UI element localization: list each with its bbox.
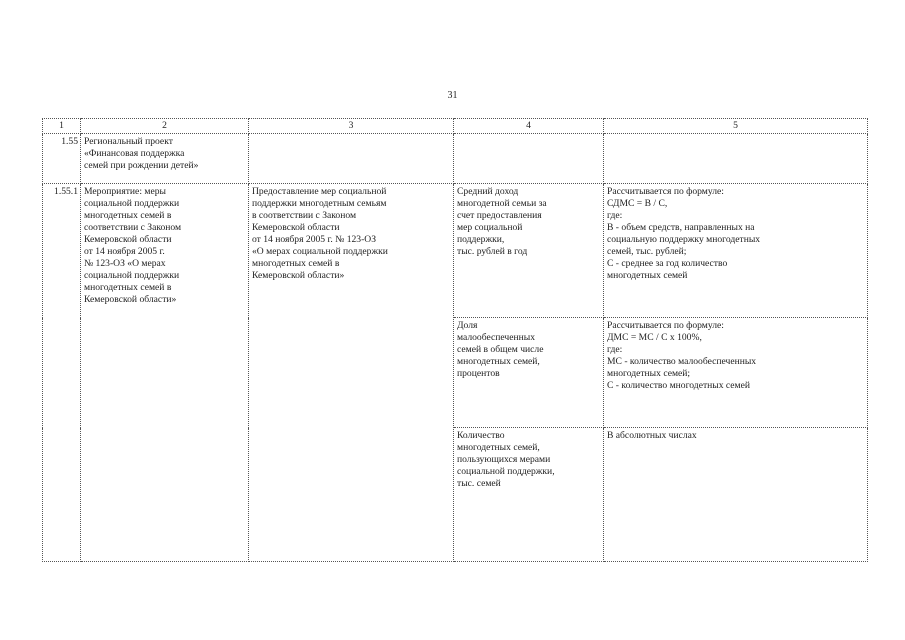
measure-description-cell: Предоставление мер социальной поддержки многодетным семьям в соответствии с Законом Кемеровской области от 14 ноября 2005 г. № 123-ОЗ «О мерах социальной поддержки многодетных семей в Кемеровской области» — [249, 184, 454, 562]
page-number: 31 — [447, 90, 458, 101]
column-header-5: 5 — [604, 119, 868, 134]
table-row-1-55 — [43, 134, 868, 184]
indicator-name-cell: Доля малообеспеченных семей в общем числе многодетных семей, процентов — [454, 318, 604, 428]
indicator-method-cell: Рассчитывается по формуле: ДМС = МС / С x 100%, где: МС - количество малообеспеченных многодетных семей; С - количество многодетных семей — [604, 318, 868, 428]
project-name-cell: Региональный проект «Финансовая поддержка семей при рождении детей» — [81, 134, 249, 184]
table-row-1-55-1 — [43, 184, 868, 318]
indicator-method-cell: Рассчитывается по формуле: СДМС = В / С, где: В - объем средств, направленных на социальную поддержку многодетных семей, тыс. рублей; С - среднее за год количество многодетных семей — [604, 184, 868, 318]
indicator-name-cell: Средний доход многодетной семьи за счет предоставления мер социальной поддержки, тыс. рублей в год — [454, 184, 604, 318]
column-header-1: 1 — [43, 119, 81, 134]
empty-cell — [604, 134, 868, 184]
table-header-row — [43, 119, 868, 134]
row-number: 1.55 — [43, 134, 81, 184]
indicator-method-cell: В абсолютных числах — [604, 428, 868, 562]
column-header-3: 3 — [249, 119, 454, 134]
row-number: 1.55.1 — [43, 184, 81, 562]
empty-cell — [249, 134, 454, 184]
column-header-2: 2 — [81, 119, 249, 134]
indicator-name-cell: Количество многодетных семей, пользующихся мерами социальной поддержки, тыс. семей — [454, 428, 604, 562]
measure-name-cell: Мероприятие: меры социальной поддержки многодетных семей в соответствии с Законом Кемеровской области от 14 ноября 2005 г. № 123-ОЗ «О мерах социальной поддержки многодетных семей в Кемеровской области» — [81, 184, 249, 562]
column-header-4: 4 — [454, 119, 604, 134]
empty-cell — [454, 134, 604, 184]
program-table — [42, 118, 868, 562]
